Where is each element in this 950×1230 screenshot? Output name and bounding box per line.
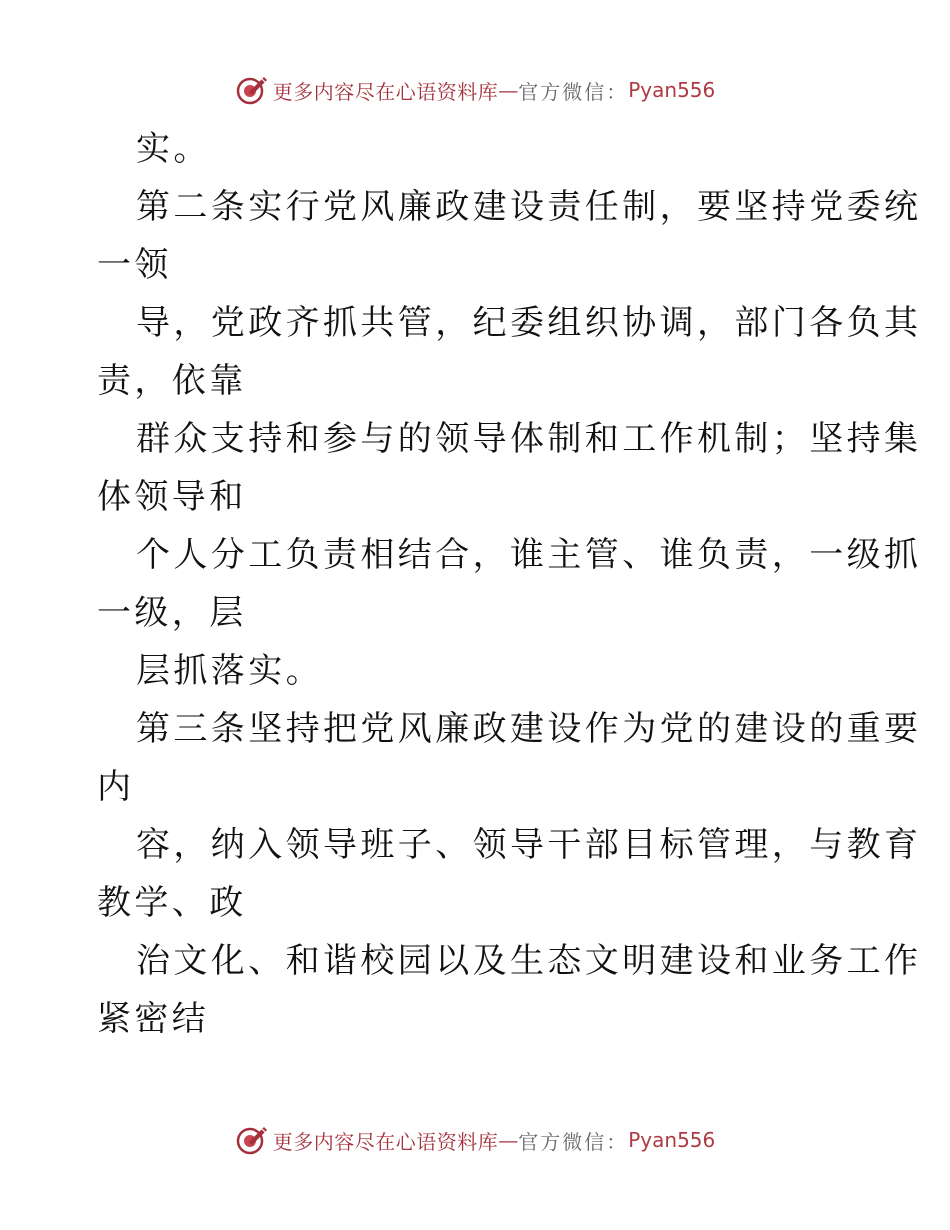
banner-wechat-label: 官方微信： — [518, 79, 629, 104]
body-line: 容，纳入领导班子、领导干部目标管理，与教育 — [136, 825, 922, 865]
body-line: 层抓落实。 — [136, 651, 323, 691]
header-banner — [0, 70, 950, 110]
body-line: 第二条实行党风廉政建设责任制，要坚持党委统 — [136, 187, 922, 227]
banner-wechat-id: Pyan556 — [628, 1128, 716, 1152]
banner-wechat-label: 官方微信： — [518, 1129, 629, 1154]
footer-banner — [0, 1120, 950, 1160]
body-line: 群众支持和参与的领导体制和工作机制；坚持集 — [136, 419, 922, 459]
banner-separator: — — [498, 1128, 519, 1152]
banner-title: 更多内容尽在心语资料库 — [272, 79, 499, 104]
body-line: 导，党政齐抓共管，纪委组织协调，部门各负其 — [136, 303, 922, 343]
body-line: 一级，层 — [97, 593, 247, 633]
body-line: 责，依靠 — [97, 361, 247, 401]
body-line: 体领导和 — [97, 477, 247, 517]
banner-title: 更多内容尽在心语资料库 — [272, 1129, 499, 1154]
body-line: 治文化、和谐校园以及生态文明建设和业务工作 — [136, 941, 922, 981]
banner-wechat-id: Pyan556 — [628, 78, 716, 102]
body-line: 第三条坚持把党风廉政建设作为党的建设的重要 — [136, 709, 922, 749]
banner-separator: — — [498, 78, 519, 102]
body-line: 内 — [97, 767, 135, 807]
body-line: 一领 — [97, 245, 172, 285]
body-line: 教学、政 — [97, 883, 247, 923]
body-line: 实。 — [136, 129, 211, 169]
body-line: 个人分工负责相结合，谁主管、谁负责，一级抓 — [136, 535, 922, 575]
document-body — [97, 120, 922, 1048]
pen-nib-logo-icon — [235, 73, 269, 107]
body-line: 紧密结 — [97, 999, 210, 1039]
pen-nib-logo-icon — [235, 1123, 269, 1157]
